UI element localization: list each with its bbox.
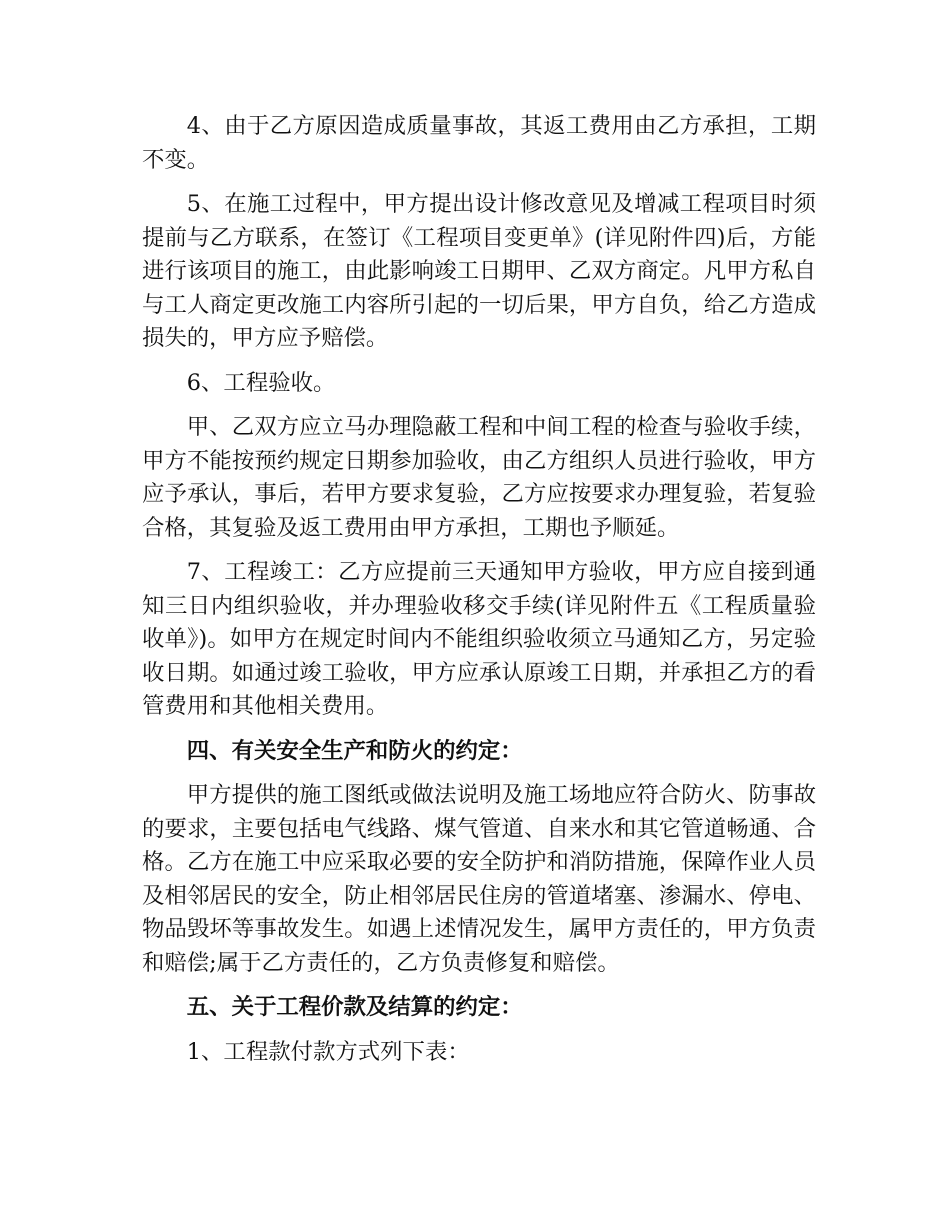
section-4-body: 甲方提供的施工图纸或做法说明及施工场地应符合防火、防事故的要求，主要包括电气线路、煤气管道、自来水和其它管道畅通、合格。乙方在施工中应采取必要的安全防护和消防措施，保障作业人员及相邻居民的安全，防止相邻居民住房的管道堵塞、渗漏水、停电、物品毁坏等事故发生。如遇上述情况发生，属甲方责任的，甲方负责和赔偿;属于乙方责任的，乙方负责修复和赔偿。 [142, 782, 816, 976]
section-5-item-1: 1、工程款付款方式列下表： [186, 1038, 470, 1065]
section-4-heading: 四、有关安全生产和防火的约定： [186, 737, 523, 764]
clause-6-acceptance-body: 甲、乙双方应立马办理隐蔽工程和中间工程的检查与验收手续，甲方不能按预约规定日期参加验收，由乙方组织人员进行验收，甲方应予承认，事后，若甲方要求复验，乙方应按要求办理复验，若复验合格，其复验及返工费用由甲方承担，工期也予顺延。 [142, 414, 816, 541]
document-page [142, 110, 816, 1080]
clause-4-rework-cost: 4、由于乙方原因造成质量事故，其返工费用由乙方承担，工期不变。 [142, 113, 816, 173]
clause-5-design-change: 5、在施工过程中，甲方提出设计修改意见及增减工程项目时须提前与乙方联系，在签订《工程项目变更单》(详见附件四)后，方能进行该项目的施工，由此影响竣工日期甲、乙双方商定。凡甲方私自与工人商定更改施工内容所引起的一切后果，甲方自负，给乙方造成损失的，甲方应予赔偿。 [142, 191, 816, 351]
clause-6-acceptance-title: 6、工程验收。 [186, 369, 336, 396]
clause-7-completion: 7、工程竣工：乙方应提前三天通知甲方验收，甲方应自接到通知三日内组织验收，并办理验收移交手续(详见附件五《工程质量验收单》)。如甲方在规定时间内不能组织验收须立马通知乙方，另定验收日期。如通过竣工验收，甲方应承认原竣工日期，并承担乙方的看管费用和其他相关费用。 [142, 559, 816, 719]
section-5-heading: 五、关于工程价款及结算的约定： [186, 994, 523, 1020]
